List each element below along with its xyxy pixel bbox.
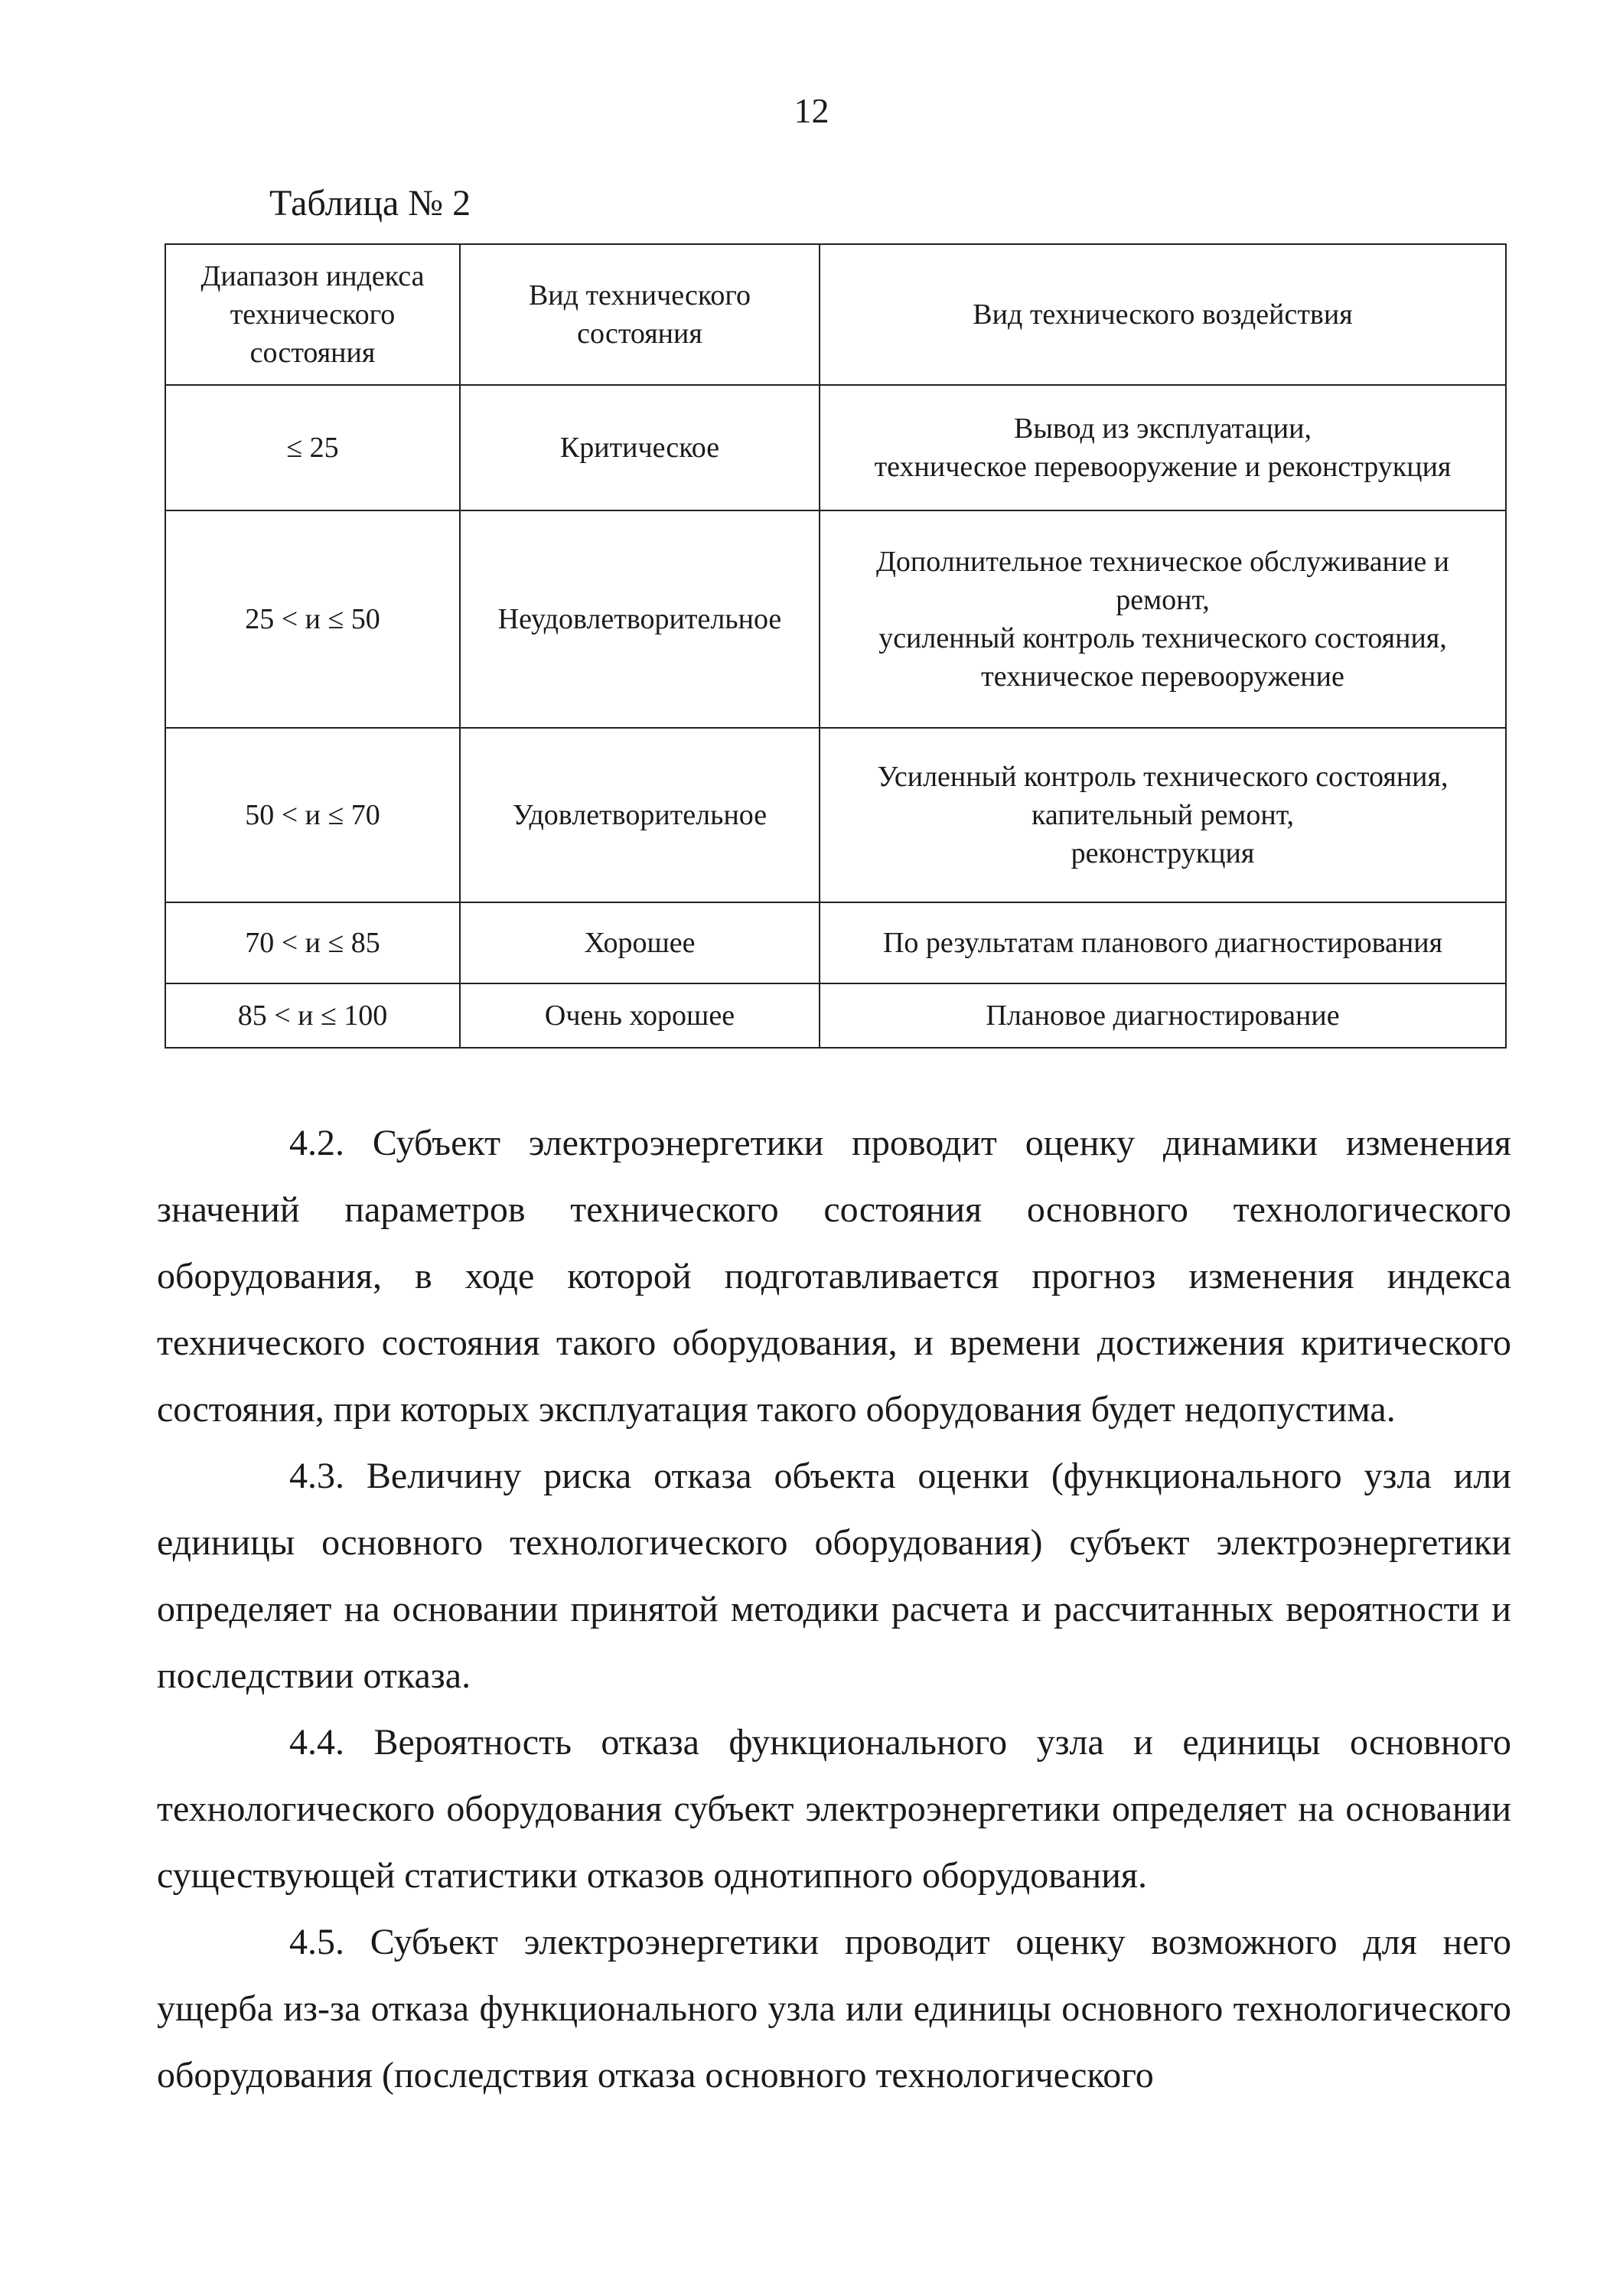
cell-index-range: 50 < и ≤ 70 [165,728,460,902]
table-row [165,902,1506,983]
cell-index-range: 70 < и ≤ 85 [165,902,460,983]
cell-state-type: Хорошее [460,902,820,983]
table-header-row [165,244,1506,385]
cell-index-range: 25 < и ≤ 50 [165,510,460,728]
cell-action-type: По результатам планового диагностирования [820,902,1506,983]
cell-state-type: Очень хорошее [460,983,820,1048]
table-row [165,510,1506,728]
table-row [165,983,1506,1048]
cell-action-type: Дополнительное техническое обслуживание и ремонт, усиленный контроль технического состояния, техническое перевооружение [820,510,1506,728]
cell-index-range: ≤ 25 [165,385,460,510]
paragraph-4-3: 4.3. Величину риска отказа объекта оценки (функционального узла или единицы основного технологического оборудования) субъект электроэнергетики определяет на основании принятой методики расчета и рассчитанных вероятности и последствии отказа. [157,1456,1511,1696]
paragraph-4-5: 4.5. Субъект электроэнергетики проводит оценку возможного для него ущерба из-за отказа функционального узла или единицы основного технологического оборудования (последствия отказа основного технологического [157,1922,1511,2095]
table-row [165,385,1506,510]
technical-state-table [165,243,1507,1049]
paragraph-4-4: 4.4. Вероятность отказа функционального узла и единицы основного технологического оборудования субъект электроэнергетики определяет на основании существующей статистики отказов однотипного оборудования. [157,1722,1511,1896]
header-action-type: Вид технического воздействия [820,244,1506,385]
cell-state-type: Удовлетворительное [460,728,820,902]
header-state-type: Вид технического состояния [460,244,820,385]
table-row [165,728,1506,902]
cell-action-type: Плановое диагностирование [820,983,1506,1048]
body-text [157,1110,1511,2108]
page-number: 12 [794,91,829,130]
cell-action-type: Усиленный контроль технического состояния, капительный ремонт, реконструкция [820,728,1506,902]
cell-index-range: 85 < и ≤ 100 [165,983,460,1048]
header-index-range: Диапазон индекса технического состояния [165,244,460,385]
paragraph-4-2: 4.2. Субъект электроэнергетики проводит оценку динамики изменения значений параметров технического состояния основного технологического оборудования, в ходе которой подготавливается прогноз изменения индекса технического состояния такого оборудования, и времени достижения критического состояния, при которых эксплуатация такого оборудования будет недопустима. [157,1123,1511,1430]
cell-state-type: Критическое [460,385,820,510]
cell-action-type: Вывод из эксплуатации, техническое перевооружение и реконструкция [820,385,1506,510]
table-caption: Таблица № 2 [269,183,471,223]
cell-state-type: Неудовлетворительное [460,510,820,728]
